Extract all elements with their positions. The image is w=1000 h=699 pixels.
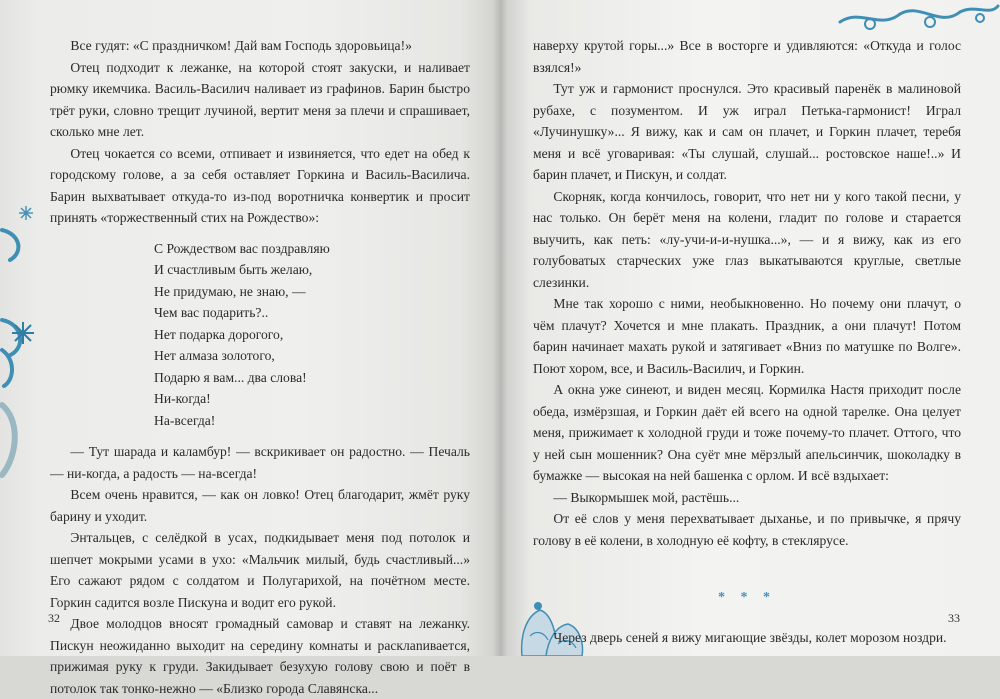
swirl-ornament	[0, 400, 22, 480]
paragraph: — Выкормышек мой, растёшь...	[553, 489, 740, 505]
poem-line: Чем вас подарить?..	[154, 305, 269, 320]
paragraph: Всем очень нравится, — как он ловко! Отец благодарит, жмёт руку барину и уходит.	[50, 487, 470, 524]
paragraph: — Тут шарада и каламбур! — вскрикивает он радостно. — Печаль — ни-когда, а радость — на-всегда!	[50, 444, 470, 481]
paragraph: Тут уж и гармонист проснулся. Это красивый паренёк в малиновой рубахе, с позументом. И уж играл Петька-гармонист! Играл «Лучинушку»... Я вижу, как и сам он плачет, и Горкин плачет, теребя меня и всё уговаривая: «Ты слушай, слушай... ростовское наше!..» И барин плачет, и Пискун, и солдат.	[533, 81, 961, 182]
poem-line: Подарю я вам... два слова!	[154, 369, 307, 385]
swirl-ornament	[830, 0, 1000, 36]
paragraph: Скорняк, когда кончилось, говорит, что нет ни у кого такой песни, у нас только. Он берёт меня на колени, гладит по голове и старается выучить, как петь: «лу-учи-и-и-нушка...», — и я вижу, как из его голубоватых старческих уже глаз выкатываются круглые, светлые слезинки.	[533, 188, 961, 290]
page-number: 32	[48, 611, 60, 625]
poem-line: Нет алмаза золотого,	[154, 348, 275, 363]
left-page-text	[50, 35, 470, 699]
paragraph: А окна уже синеют, и виден месяц. Кормилка Настя приходит после обеда, измёрзшая, и Горкин даёт ей всего на одной тарелке. Она целует меня, прижимает к холодной груди и тоже почему-то плачет. Оттого, что у ней сын мошенник? Она суёт мне мёрзлый апельсинчик, шоколадку в бумажке — высокая на ней башенка с орлом. И всё вздыхает:	[533, 382, 961, 483]
poem-line: С Рождеством вас поздравляю	[154, 240, 330, 256]
poem-line: На-всегда!	[154, 412, 216, 428]
paragraph: Мне так хорошо с ними, необыкновенно. Но почему они плачут, о чём плачут? Хочется и мне плакать. Праздник, а они плачут! Потом барин начинает махать рукой и затягивает «Вниз по матушке по Волге». Поют хором, все, и Василь-Василич, и Горкин.	[533, 296, 961, 376]
book-spine-shadow	[493, 0, 507, 656]
paragraph: Отец подходит к лежанке, на которой стоят закуски, и наливает рюмку икемчика. Василь-Василич наливает из графинов. Барин быстро трёт руки, словно трещит лучиной, вертит меня за плечи и спрашивает, сколько мне лет.	[50, 59, 470, 139]
paragraph: Отец чокается со всеми, отпивает и извиняется, что едет на обед к городскому голове, а за себя оставляет Горкина и Василь-Василича. Барин выхватывает откуда-то из-под воротничка конвертик и просит принять «торжественный стих на Рождество»:	[50, 145, 470, 225]
section-gap	[533, 613, 961, 627]
paragraph: Двое молодцов вносят громадный самовар и ставят на лежанку. Пискун неожиданно выходит на середину комнаты и расклanивается, прижимая руку к груди. Закидывает безухую голову свою и поёт в потолок так тонко-нежно — «Близко города Славянска...	[50, 616, 470, 696]
right-page	[500, 0, 1000, 656]
section-separator: * * *	[718, 590, 776, 605]
poem-line: Не придумаю, не знаю, —	[154, 283, 306, 299]
poem-line: И счастливым быть желаю,	[154, 262, 313, 277]
snowflake-icon	[18, 205, 34, 221]
poem-line: Ни-когда!	[154, 391, 211, 406]
paragraph: наверху крутой горы...» Все в восторге и удивляются: «Откуда и голос взялся!»	[533, 38, 961, 75]
poem	[154, 238, 470, 432]
poem-line: Нет подарка дорогого,	[154, 326, 284, 342]
section-gap	[533, 551, 961, 565]
paragraph: Через дверь сеней я вижу мигающие звёзды, колет морозом ноздри.	[553, 630, 947, 645]
paragraph: Энтальцев, с селёдкой в усах, подкидывает меня под потолок и шепчет мокрыми усами в ухо: «Мальчик милый, будь счастливый...» Его сажают рядом с солдатом и Полугарихой, на почётном месте. Горкин садится возле Пискуна и водит его рукой.	[50, 530, 470, 610]
right-page-text	[533, 35, 961, 649]
page-number: 33	[948, 611, 960, 625]
paragraph: Все гудят: «С праздничком! Дай вам Господь здоровьица!»	[70, 38, 412, 53]
paragraph: От её слов у меня перехватывает дыханье, и по привычке, я прячу голову в её колени, в холодную её кофту, в стеклярусе.	[533, 511, 961, 548]
left-page	[0, 0, 500, 696]
snowflake-icon	[10, 320, 36, 346]
